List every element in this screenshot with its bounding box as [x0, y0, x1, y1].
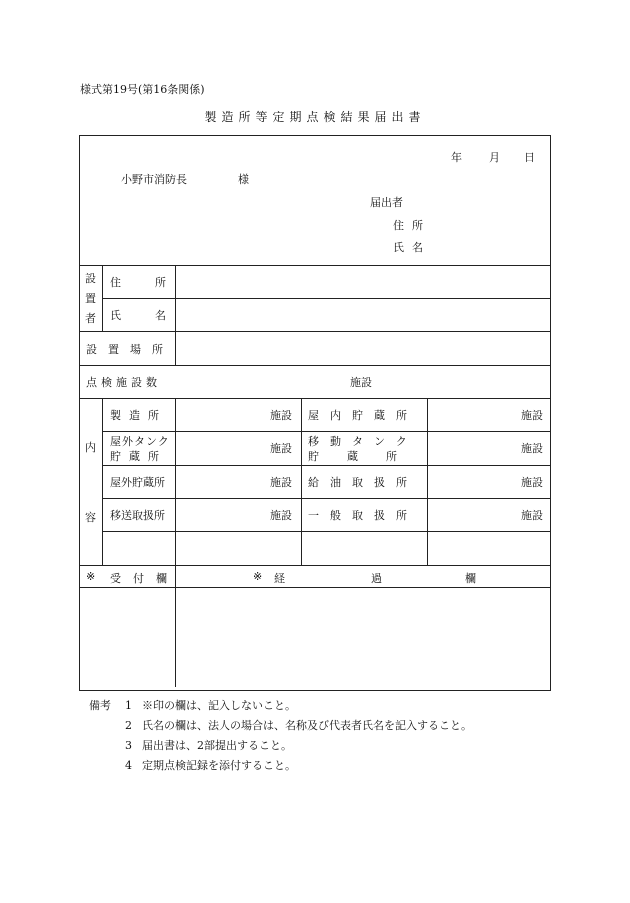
contents-item-mobile-tank: 移動タンク	[308, 435, 418, 448]
contents-unit-2: 施設	[270, 442, 292, 455]
contents-group-label-top: 内	[85, 441, 96, 454]
contents-item-outdoor-tank-storage: 貯蔵所	[110, 450, 167, 463]
rule-footer-top	[80, 565, 550, 566]
date-year: 年	[451, 151, 462, 164]
notifier-label: 届出者	[370, 196, 403, 209]
contents-item-indoor-storage: 屋内貯蔵所	[308, 409, 418, 422]
date-month: 月	[489, 151, 500, 164]
contents-unit-3: 施設	[270, 476, 292, 489]
contents-unit-4: 施設	[270, 509, 292, 522]
rule-contents-mid-vertical	[301, 398, 302, 565]
remark-number: 2	[125, 719, 132, 732]
remarks	[89, 696, 539, 776]
rule-contents-1	[102, 431, 550, 432]
notifier-address-label: 住所	[393, 219, 431, 232]
contents-item-outdoor-tank: 屋外タンク	[110, 435, 170, 448]
contents-item-mobile-tank-storage: 貯蔵所	[308, 450, 425, 463]
contents-unit-1: 施設	[270, 409, 292, 422]
progress-label-2: 過	[371, 572, 382, 585]
form-title: 製造所等定期点検結果届出書	[204, 110, 426, 124]
contents-item-general-handling: 一般取扱所	[308, 509, 418, 522]
notifier-name-label: 氏名	[393, 241, 431, 254]
remark-row	[89, 696, 539, 716]
reception-label: 受付欄	[110, 572, 179, 585]
progress-label-1: 経	[274, 572, 285, 585]
rule-contents-vertical	[102, 398, 103, 565]
installer-group-label: 設置者	[85, 272, 96, 325]
contents-item-manufacturing: 製造所	[110, 409, 167, 422]
contents-unit-8: 施設	[521, 509, 543, 522]
rule-contents-right-vertical	[427, 398, 428, 565]
recipient-name: 小野市消防長	[121, 173, 187, 186]
rule-contents-label-vertical	[175, 398, 176, 687]
rule-contents-2	[102, 465, 550, 466]
rule-location-top	[80, 331, 550, 332]
contents-unit-5: 施設	[521, 409, 543, 422]
remark-text: ※印の欄は、記入しないこと。	[142, 699, 296, 712]
remark-text: 定期点検記録を添付すること。	[142, 759, 296, 772]
remarks-label: 備考	[89, 699, 111, 712]
remark-number: 3	[125, 739, 132, 752]
form-table	[79, 135, 551, 691]
rule-installer-mid	[102, 298, 550, 299]
count-label: 点検施設数	[86, 376, 161, 389]
location-label: 設置場所	[86, 343, 174, 356]
rule-contents-3	[102, 498, 550, 499]
contents-item-fueling-handling: 給油取扱所	[308, 476, 418, 489]
remark-row	[89, 716, 539, 736]
contents-item-transfer-handling: 移送取扱所	[110, 509, 165, 522]
rule-contents-4	[102, 531, 550, 532]
rule-count-top	[80, 365, 550, 366]
count-unit: 施設	[350, 376, 372, 389]
progress-mark: ※	[253, 570, 263, 583]
date-day: 日	[524, 151, 535, 164]
rule-footer-mid	[80, 587, 550, 588]
contents-unit-7: 施設	[521, 476, 543, 489]
remark-text: 届出書は、2部提出すること。	[142, 739, 292, 752]
remark-number: 1	[125, 699, 132, 712]
rule-installer-vertical	[102, 265, 103, 331]
contents-item-outdoor-storage: 屋外貯蔵所	[110, 476, 165, 489]
remark-row	[89, 756, 539, 776]
contents-unit-6: 施設	[521, 442, 543, 455]
remark-number: 4	[125, 759, 132, 772]
installer-name-label: 氏名	[110, 309, 200, 322]
progress-label-3: 欄	[465, 572, 476, 585]
recipient-honorific: 様	[238, 173, 249, 186]
installer-address-label: 住所	[110, 276, 200, 289]
remark-text: 氏名の欄は、法人の場合は、名称及び代表者氏名を記入すること。	[142, 719, 472, 732]
rule-installer-top	[80, 265, 550, 266]
reception-mark: ※	[86, 570, 96, 583]
contents-group-label-bottom: 容	[85, 511, 96, 524]
form-number: 様式第19号(第16条関係)	[80, 83, 205, 96]
rule-contents-top	[80, 398, 550, 399]
remark-row	[89, 736, 539, 756]
